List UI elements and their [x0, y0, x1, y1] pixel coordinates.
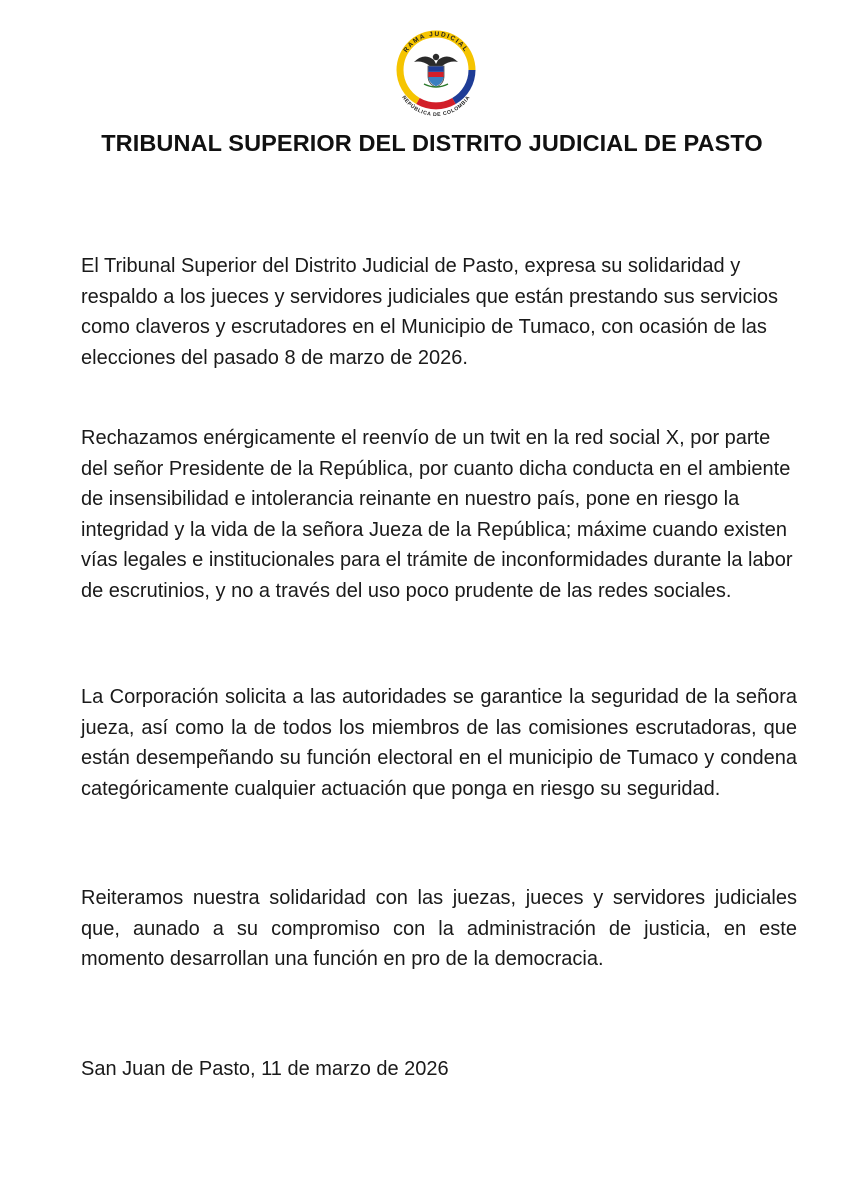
- paragraph-security-request: La Corporación solicita a las autoridades se garantice la seguridad de la señora jueza, así como la de todos los miembros de las comisiones escrutadoras, que están desempeñando su función electoral en el municipio de Tumaco y condena categóricamente cualquier actuación que ponga en riesgo su seguridad.: [81, 686, 797, 800]
- paragraph-rejection: Rechazamos enérgicamente el reenvío de un twit en la red social X, por parte del señor Presidente de la República, por cuanto dicha conducta en el ambiente de insensibilidad e intolerancia reinante en nuestro país, pone en riesgo la integridad y la vida de la señora Jueza de la República; máxime cuando existen vías legales e institucionales para el trámite de inconformidades durante la labor de escrutinios, y no a través del uso poco prudente de las redes sociales.: [81, 427, 793, 602]
- place-and-date: San Juan de Pasto, 11 de marzo de 2026: [81, 1058, 449, 1080]
- seal-bottom-text: REPÚBLICA DE COLOMBIA: [400, 94, 472, 116]
- rama-judicial-seal: [384, 24, 488, 116]
- document-title: TRIBUNAL SUPERIOR DEL DISTRITO JUDICIAL DE PASTO: [101, 130, 763, 156]
- paragraph-solidarity: El Tribunal Superior del Distrito Judicial de Pasto, expresa su solidaridad y respaldo a los jueces y servidores judiciales que están prestando sus servicios como claveros y escrutadores en el Municipio de Tumaco, con ocasión de las elecciones del pasado 8 de marzo de 2026.: [81, 255, 779, 369]
- paragraph-reiteration: Reiteramos nuestra solidaridad con las juezas, jueces y servidores judiciales que, aunado a su compromiso con la administración de justicia, en este momento desarrollan una función en pro de la democracia.: [81, 887, 797, 971]
- seal-top-text: RAMA JUDICIAL: [402, 30, 470, 54]
